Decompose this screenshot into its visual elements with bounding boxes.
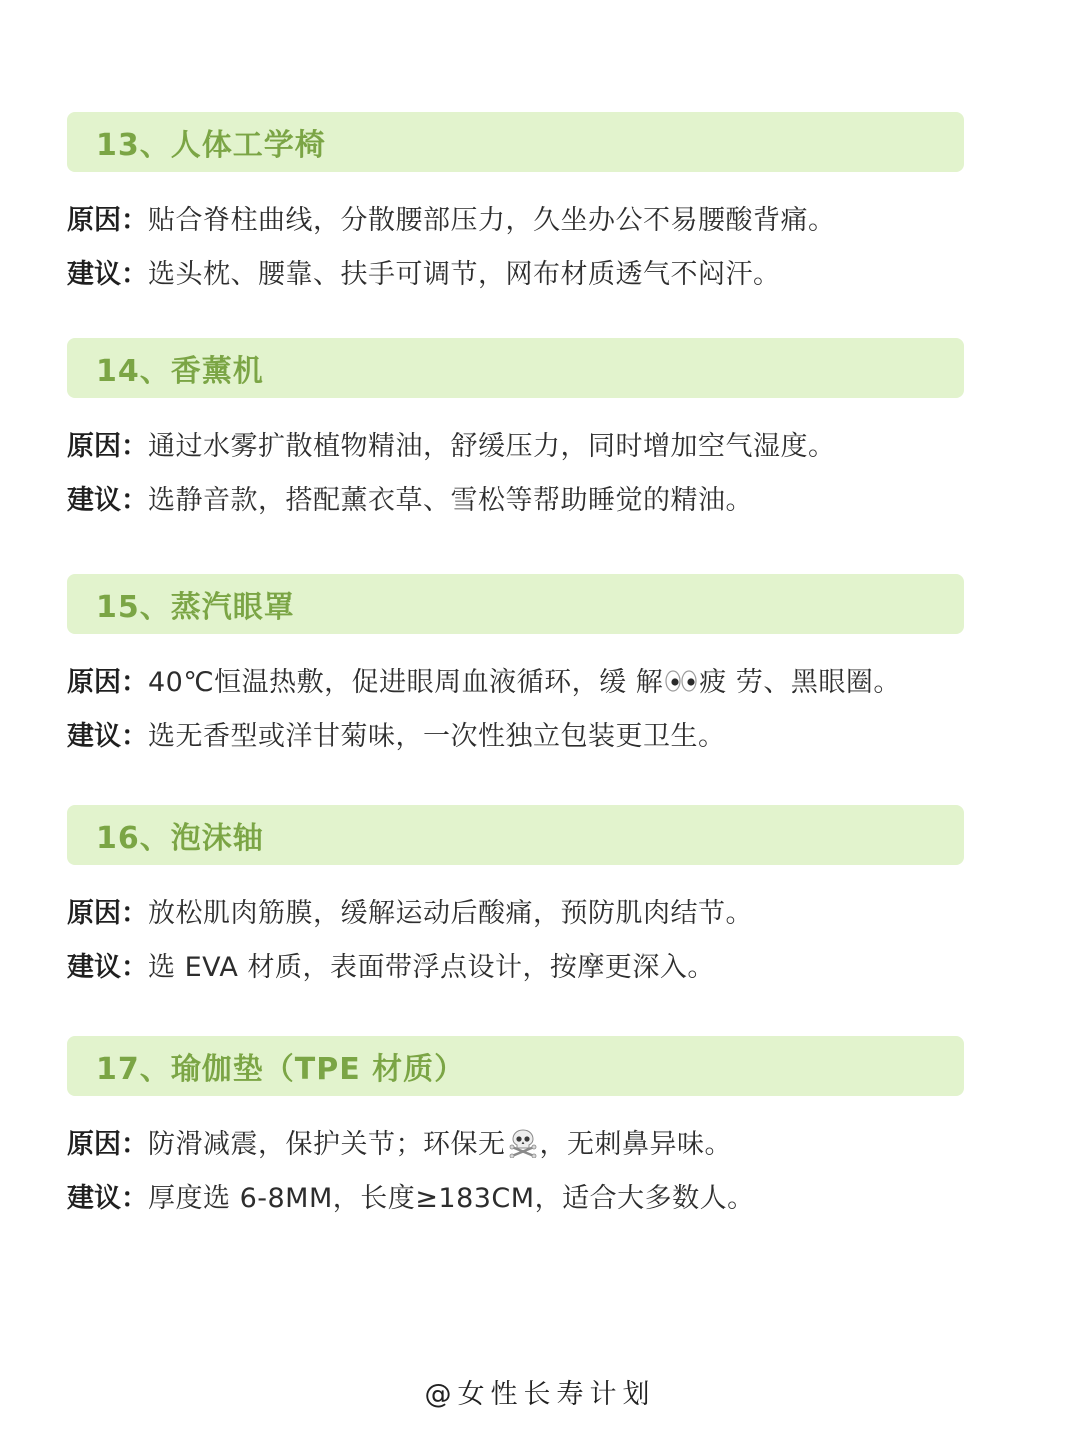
advice-text: 厚度选 6-8MM，长度≥183CM，适合大多数人。 <box>148 1183 755 1214</box>
advice-label: 建议： <box>67 952 148 983</box>
advice-text: 选静音款，搭配薰衣草、雪松等帮助睡觉的精油。 <box>148 485 753 516</box>
section-title: 17、瑜伽垫（TPE 材质） <box>96 1052 466 1087</box>
section-title: 15、蒸汽眼罩 <box>96 590 295 625</box>
reason-text-before: 40℃恒温热敷，促进眼周血液循环，缓 解 <box>148 667 664 698</box>
section-header-13 <box>67 112 964 172</box>
advice-text: 选无香型或洋甘菊味，一次性独立包装更卫生。 <box>148 721 726 752</box>
reason-label: 原因： <box>67 898 148 929</box>
reason-text-before: 防滑减震，保护关节；环保无 <box>148 1129 506 1160</box>
advice-text: 选头枕、腰靠、扶手可调节，网布材质透气不闷汗。 <box>148 259 781 290</box>
reason-label: 原因： <box>67 431 148 462</box>
reason-line <box>67 201 967 241</box>
reason-label: 原因： <box>67 667 148 698</box>
skull-crossbones-icon <box>508 1128 538 1158</box>
reason-line <box>67 1125 967 1165</box>
section-title: 13、人体工学椅 <box>96 128 326 163</box>
reason-line <box>67 894 967 934</box>
reason-text: 通过水雾扩散植物精油，舒缓压力，同时增加空气湿度。 <box>148 431 836 462</box>
advice-label: 建议： <box>67 259 148 290</box>
reason-text-after: ，无刺鼻异味。 <box>539 1129 732 1160</box>
section-title: 14、香薰机 <box>96 354 264 389</box>
section-header-15 <box>67 574 964 634</box>
reason-label: 原因： <box>67 1129 148 1160</box>
reason-label: 原因： <box>67 205 148 236</box>
advice-label: 建议： <box>67 721 148 752</box>
section-title: 16、泡沫轴 <box>96 821 264 856</box>
advice-label: 建议： <box>67 485 148 516</box>
reason-line <box>67 427 967 467</box>
advice-line <box>67 255 967 295</box>
section-header-14 <box>67 338 964 398</box>
advice-line <box>67 1179 967 1219</box>
eyes-icon <box>665 670 697 692</box>
reason-text-after: 疲 劳、黑眼圈。 <box>699 667 901 698</box>
section-header-17 <box>67 1036 964 1096</box>
section-header-16 <box>67 805 964 865</box>
footer-signature: @女性长寿计划 <box>424 1379 656 1410</box>
advice-label: 建议： <box>67 1183 148 1214</box>
reason-line <box>67 663 967 703</box>
reason-text: 贴合脊柱曲线，分散腰部压力，久坐办公不易腰酸背痛。 <box>148 205 836 236</box>
advice-line <box>67 481 967 521</box>
reason-text: 放松肌肉筋膜，缓解运动后酸痛，预防肌肉结节。 <box>148 898 753 929</box>
advice-line <box>67 948 967 988</box>
advice-line <box>67 717 967 757</box>
advice-text: 选 EVA 材质，表面带浮点设计，按摩更深入。 <box>148 952 715 983</box>
